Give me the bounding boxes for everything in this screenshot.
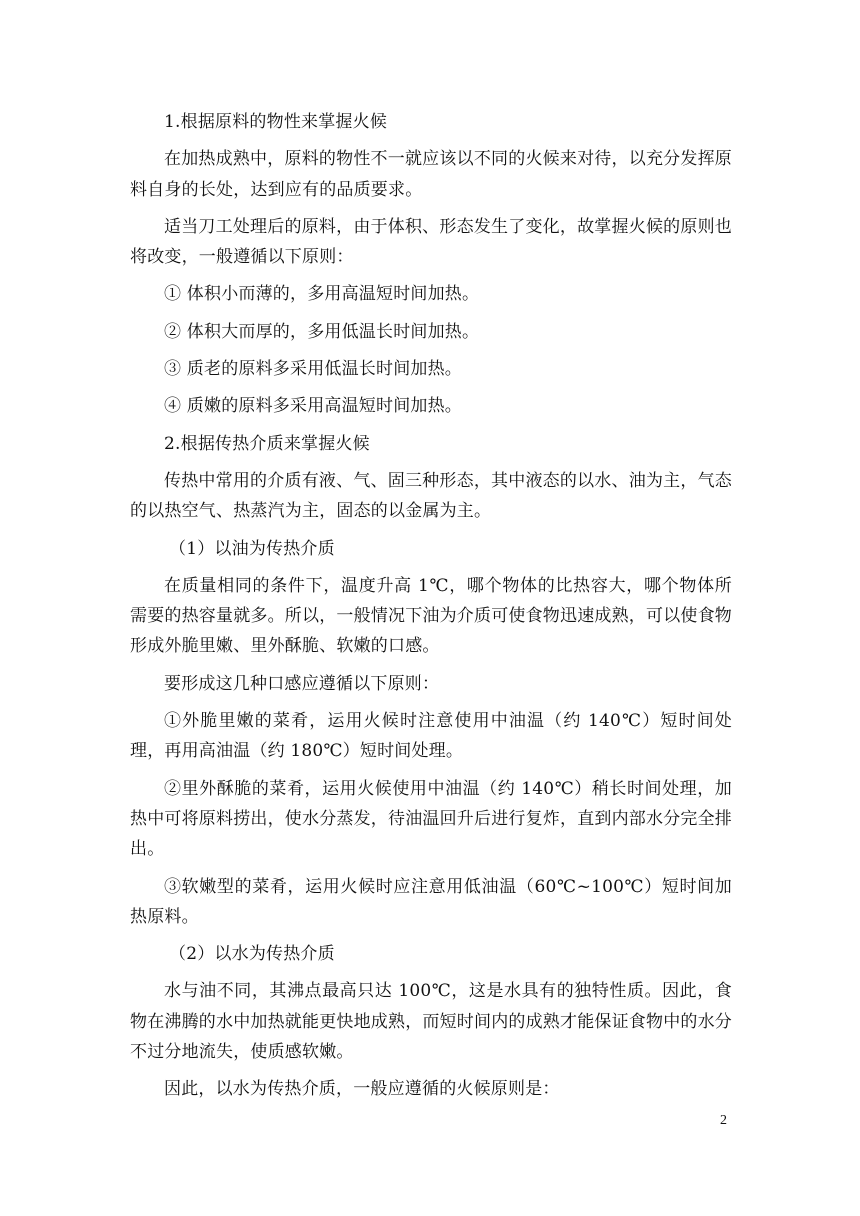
- paragraph: ②里外酥脆的菜肴，运用火候使用中油温（约 140℃）稍长时间处理，加热中可将原料捞出，使水分蒸发，待油温回升后进行复炸，直到内部水分完全排出。: [130, 778, 732, 860]
- page-number: 2: [720, 1113, 727, 1128]
- paragraph: 在质量相同的条件下，温度升高 1℃，哪个物体的比热容大，哪个物体所需要的热容量就多。所以，一般情况下油为介质可使食物迅速成熟，可以使食物形成外脆里嫩、里外酥脆、软嫩的口感。: [130, 575, 732, 657]
- list-item: ③ 质老的原料多采用低温长时间加热。: [164, 359, 463, 380]
- list-item: ② 体积大而厚的，多用低温长时间加热。: [164, 321, 480, 342]
- paragraph: 水与油不同，其沸点最高只达 100℃，这是水具有的独特性质。因此，食物在沸腾的水中加热就能更快地成熟，而短时间内的成熟才能保证食物中的水分不过分地流失，使质感软嫩。: [130, 981, 732, 1063]
- paragraph: 适当刀工处理后的原料，由于体积、形态发生了变化，故掌握火候的原则也将改变，一般遵循以下原则：: [130, 216, 732, 268]
- document-body: [130, 107, 732, 1112]
- subheading-water: （2）以水为传热介质: [169, 944, 335, 965]
- paragraph: 因此，以水为传热介质，一般应遵循的火候原则是：: [164, 1079, 560, 1100]
- paragraph: 传热中常用的介质有液、气、固三种形态，其中液态的以水、油为主，气态的以热空气、热蒸汽为主，固态的以金属为主。: [130, 470, 732, 522]
- paragraph: 在加热成熟中，原料的物性不一就应该以不同的火候来对待，以充分发挥原料自身的长处，达到应有的品质要求。: [130, 149, 732, 200]
- list-item: ① 体积小而薄的，多用高温短时间加热。: [164, 284, 480, 305]
- section-heading-1: 1.根据原料的物性来掌握火候: [164, 112, 388, 132]
- list-item: ④ 质嫩的原料多采用高温短时间加热。: [164, 396, 463, 417]
- subheading-oil: （1）以油为传热介质: [169, 538, 335, 559]
- section-heading-2: 2.根据传热介质来掌握火候: [164, 433, 370, 454]
- paragraph: ①外脆里嫩的菜肴，运用火候时注意使用中油温（约 140℃）短时间处理，再用高油温（约 180℃）短时间处理。: [130, 711, 732, 762]
- paragraph: ③软嫩型的菜肴，运用火候时应注意用低油温（60℃~100℃）短时间加热原料。: [130, 876, 732, 927]
- paragraph: 要形成这几种口感应遵循以下原则：: [164, 673, 440, 694]
